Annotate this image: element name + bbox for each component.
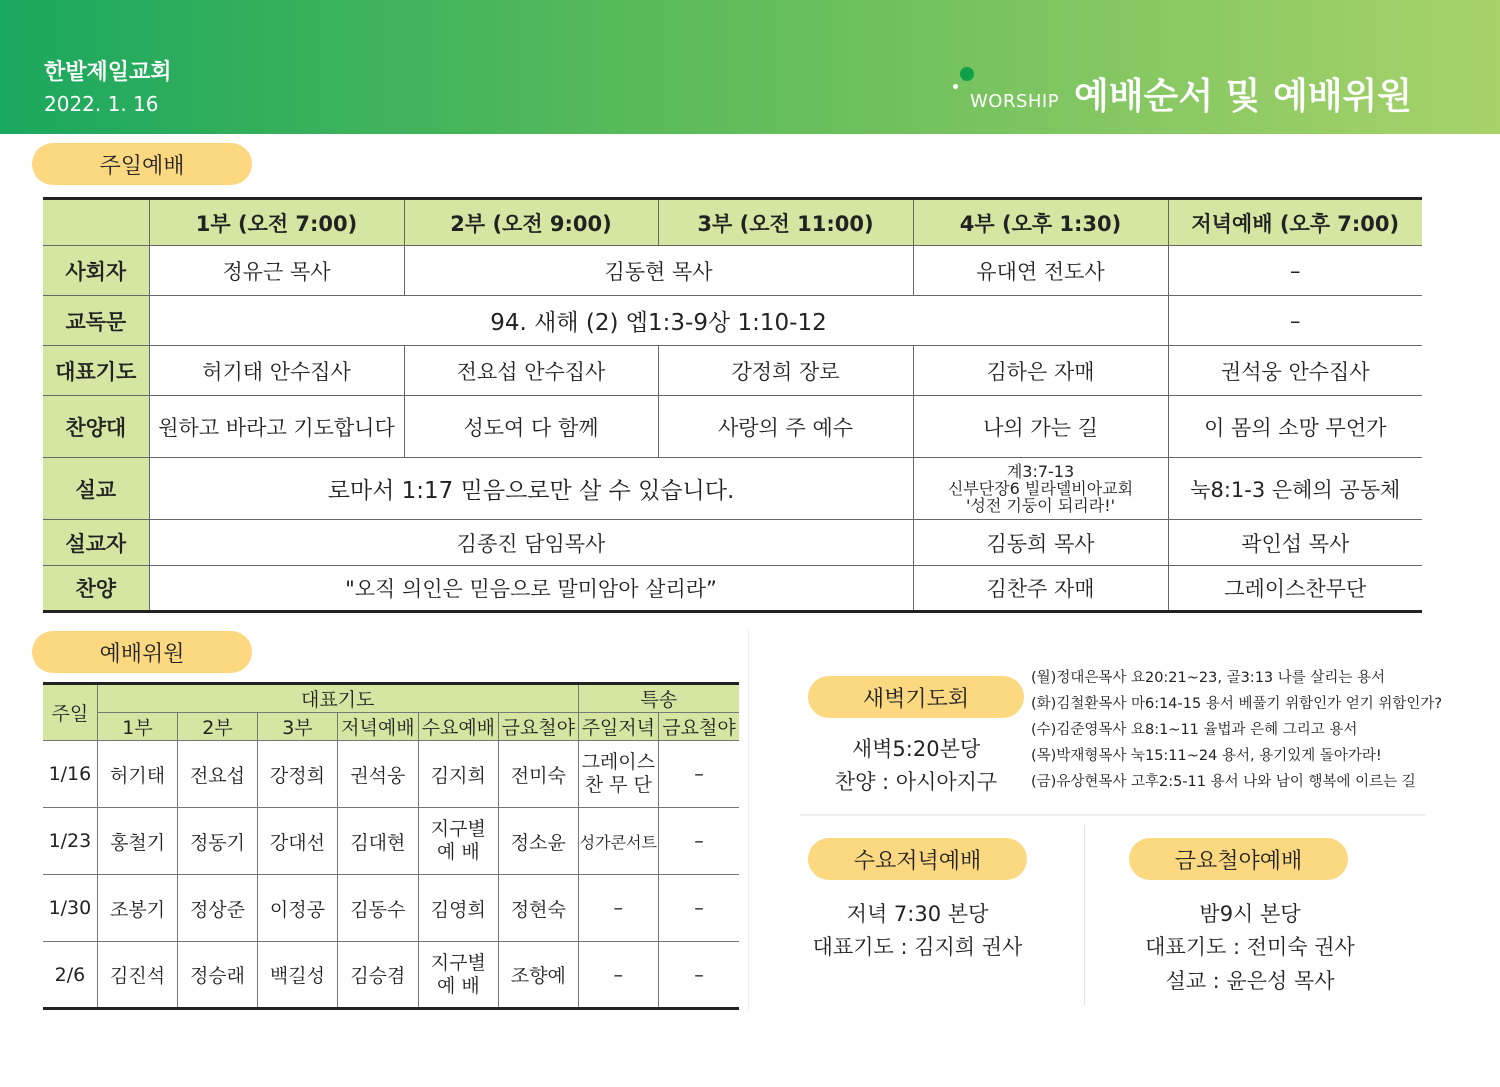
table-row <box>43 520 1422 566</box>
table-row <box>43 458 1422 520</box>
table-row <box>43 396 1422 458</box>
table-cell: 김동희 목사 <box>913 520 1168 566</box>
row-header: 찬양 <box>43 566 149 612</box>
table-cell: 정동기 <box>178 808 257 875</box>
table-cell: 김대현 <box>338 808 418 875</box>
table-cell: 이 몸의 소망 무언가 <box>1168 396 1422 458</box>
list-item: (금)유상현목사 고후2:5-11 용서 나와 남이 행복에 이르는 길 <box>1031 774 1416 790</box>
table-cell <box>418 808 498 875</box>
church-name: 한밭제일교회 <box>44 60 172 85</box>
table-row <box>43 296 1422 346</box>
row-header: 대표기도 <box>43 346 149 396</box>
friday-worship-pill: 금요철야예배 <box>1129 838 1348 880</box>
table-cell: 권석웅 <box>338 741 418 808</box>
table-cell: 강정희 장로 <box>658 346 913 396</box>
page-title: 예배순서 및 예배위원 <box>1074 76 1413 117</box>
column-header: 3부 <box>257 713 337 741</box>
dawn-praise: 찬양 : 아시아지구 <box>834 770 998 794</box>
table-row <box>43 346 1422 396</box>
table-cell: – <box>659 875 739 942</box>
table-cell: 김종진 담임목사 <box>149 520 913 566</box>
list-item: (목)박재형목사 눅15:11~24 용서, 용기있게 돌아가라! <box>1031 748 1382 764</box>
sunday-worship-table <box>43 197 1422 613</box>
table-cell: 허기태 <box>97 741 177 808</box>
table-cell: "오직 의인은 믿음으로 말미암아 살리라” <box>149 566 913 612</box>
cell-line: 예 배 <box>436 841 480 863</box>
cell-line: 신부단장6 빌라델비아교회 <box>947 479 1134 498</box>
dot-icon <box>960 67 974 81</box>
page-header <box>0 0 1500 134</box>
table-cell: 조봉기 <box>97 875 177 942</box>
table-cell: 정승래 <box>178 942 257 1009</box>
column-header: 2부 (오전 9:00) <box>404 199 658 246</box>
column-group-header: 특송 <box>578 684 739 713</box>
table-cell: 김영희 <box>418 875 498 942</box>
table-cell: 정소윤 <box>499 808 579 875</box>
friday-prayer: 대표기도 : 전미숙 권사 <box>1145 935 1355 959</box>
wednesday-time: 저녁 7:30 본당 <box>846 902 989 926</box>
table-cell: 김하은 자매 <box>913 346 1168 396</box>
table-cell: – <box>1168 246 1422 296</box>
table-cell: 94. 새해 (2) 엡1:3-9상 1:10-12 <box>149 296 1168 346</box>
cell-line: 계3:7-13 <box>1006 462 1075 481</box>
column-header: 주일저녁 <box>578 713 658 741</box>
friday-time: 밤9시 본당 <box>1199 902 1301 926</box>
dawn-prayer-pill: 새벽기도회 <box>808 676 1024 718</box>
table-cell: – <box>659 741 739 808</box>
column-header: 4부 (오후 1:30) <box>913 199 1168 246</box>
table-cell: 그레이스찬무단 <box>1168 566 1422 612</box>
date-cell: 2/6 <box>43 942 97 1009</box>
row-header: 사회자 <box>43 246 149 296</box>
table-cell: 홍철기 <box>97 808 177 875</box>
table-cell: 정상준 <box>178 875 257 942</box>
column-header: 1부 (오전 7:00) <box>149 199 404 246</box>
bulletin-date: 2022. 1. 16 <box>44 92 159 116</box>
table-cell: 성도여 다 함께 <box>404 396 658 458</box>
table-cell: 정현숙 <box>499 875 579 942</box>
table-cell: 유대연 전도사 <box>913 246 1168 296</box>
worship-label: WORSHIP <box>970 91 1060 112</box>
list-item: (수)김준영목사 요8:1~11 율법과 은혜 그리고 용서 <box>1031 722 1358 738</box>
table-cell: 성가콘서트 <box>578 808 658 875</box>
sermon-4-cell <box>913 458 1168 520</box>
table-cell: 김지희 <box>418 741 498 808</box>
column-header: 1부 <box>97 713 177 741</box>
column-group-header: 대표기도 <box>97 684 578 713</box>
cell-line: 찬 무 단 <box>584 774 652 796</box>
table-cell: 백길성 <box>257 942 337 1009</box>
column-header: 3부 (오전 11:00) <box>658 199 913 246</box>
table-row <box>43 741 739 808</box>
table-cell: 허기태 안수집사 <box>149 346 404 396</box>
column-header: 금요철야 <box>659 713 739 741</box>
table-cell: 정유근 목사 <box>149 246 404 296</box>
table-row <box>43 566 1422 612</box>
table-cell: – <box>659 942 739 1009</box>
table-header-row <box>43 684 739 713</box>
row-header: 찬양대 <box>43 396 149 458</box>
column-header: 금요철야 <box>499 713 579 741</box>
section-divider <box>800 814 1425 816</box>
table-cell: – <box>659 808 739 875</box>
friday-preacher: 설교 : 윤은성 목사 <box>1165 969 1335 993</box>
column-header: 주일 <box>43 684 97 741</box>
column-header: 저녁예배 <box>338 713 418 741</box>
date-cell: 1/23 <box>43 808 97 875</box>
table-cell: 권석웅 안수집사 <box>1168 346 1422 396</box>
cell-line: 그레이스 <box>581 751 655 773</box>
dawn-time: 새벽5:20본당 <box>851 737 981 761</box>
sunday-worship-pill: 주일예배 <box>32 143 252 185</box>
table-cell: 강대선 <box>257 808 337 875</box>
table-cell: 원하고 바라고 기도합니다 <box>149 396 404 458</box>
table-cell: 강정희 <box>257 741 337 808</box>
cell-line: 지구별 <box>430 818 486 840</box>
table-cell: 김동현 목사 <box>404 246 913 296</box>
table-cell: 곽인섭 목사 <box>1168 520 1422 566</box>
column-header: 2부 <box>178 713 257 741</box>
table-cell: 사랑의 주 예수 <box>658 396 913 458</box>
table-cell: – <box>578 942 658 1009</box>
row-header: 설교자 <box>43 520 149 566</box>
table-cell: 눅8:1-3 은혜의 공동체 <box>1168 458 1422 520</box>
column-header: 수요예배 <box>418 713 498 741</box>
table-cell: 김동수 <box>338 875 418 942</box>
cell-line: '성전 기둥이 되리라!' <box>965 496 1116 515</box>
wednesday-worship-pill: 수요저녁예배 <box>808 838 1027 880</box>
table-cell: 로마서 1:17 믿음으로만 살 수 있습니다. <box>149 458 913 520</box>
table-cell: 김진석 <box>97 942 177 1009</box>
date-cell: 1/16 <box>43 741 97 808</box>
table-cell: – <box>578 875 658 942</box>
worship-staff-pill: 예배위원 <box>32 631 252 673</box>
table-header-row <box>43 713 739 741</box>
wednesday-prayer: 대표기도 : 김지희 권사 <box>812 935 1023 959</box>
small-dot-icon <box>953 84 958 89</box>
table-row <box>43 246 1422 296</box>
header-corner <box>43 199 149 246</box>
list-item: (월)정대은목사 요20:21~23, 골3:13 나를 살리는 용서 <box>1031 670 1386 686</box>
row-header: 교독문 <box>43 296 149 346</box>
table-cell: – <box>1168 296 1422 346</box>
list-item: (화)김철환목사 마6:14-15 용서 베풀기 위함인가 얻기 위함인가? <box>1031 696 1443 712</box>
table-cell <box>578 741 658 808</box>
table-header-row <box>43 199 1422 246</box>
section-divider <box>1084 825 1085 1005</box>
table-cell <box>418 942 498 1009</box>
table-cell: 김찬주 자매 <box>913 566 1168 612</box>
table-cell: 조향예 <box>499 942 579 1009</box>
row-header: 설교 <box>43 458 149 520</box>
cell-line: 지구별 <box>430 951 486 974</box>
column-header: 저녁예배 (오후 7:00) <box>1168 199 1422 246</box>
table-cell: 전요섭 안수집사 <box>404 346 658 396</box>
section-divider <box>748 630 749 1010</box>
table-cell: 전요섭 <box>178 741 257 808</box>
table-row <box>43 875 739 942</box>
dawn-sermon-list <box>1031 668 1442 798</box>
table-row <box>43 942 739 1009</box>
table-cell: 전미숙 <box>499 741 579 808</box>
table-cell: 나의 가는 길 <box>913 396 1168 458</box>
date-cell: 1/30 <box>43 875 97 942</box>
cell-line: 예 배 <box>436 974 480 997</box>
worship-staff-table <box>43 682 739 1010</box>
table-cell: 이정공 <box>257 875 337 942</box>
table-cell: 김승겸 <box>338 942 418 1009</box>
table-row <box>43 808 739 875</box>
